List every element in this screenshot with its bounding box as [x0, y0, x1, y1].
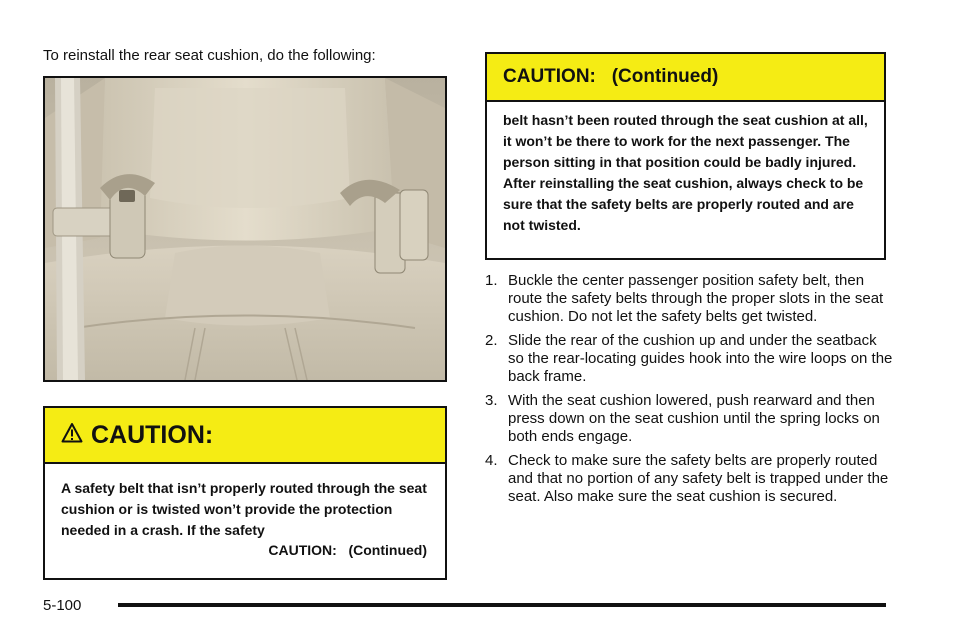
step-text: With the seat cushion lowered, push rearward and then press down on the seat cushion until the spring locks on both ends engage.: [508, 392, 880, 445]
list-item: [485, 452, 895, 506]
list-item: [485, 332, 895, 386]
step-number: 3.: [485, 392, 498, 409]
caution-continued-title: CAUTION: (Continued): [503, 66, 719, 87]
list-item: [485, 392, 895, 446]
step-number: 4.: [485, 452, 498, 469]
caution-header: [45, 408, 445, 464]
caution-box: [43, 406, 447, 580]
warning-triangle-icon: [61, 422, 83, 449]
page-number: 5-100: [43, 597, 82, 614]
caution-title: CAUTION:: [91, 420, 214, 449]
caution-continued-text: belt hasn’t been routed through the seat cushion at all, it won’t be there to work for the next passenger. The person sitting in that position could be badly injured. After reinstalling the seat cushion, always check to be sure that the safety belts are properly routed and are not twisted.: [503, 112, 868, 233]
intro-text: To reinstall the rear seat cushion, do the following:: [43, 47, 376, 64]
step-text: Check to make sure the safety belts are properly routed and that no portion of any safety belt is trapped under the seat. Also make sure the seat cushion is secured.: [508, 452, 889, 505]
steps-list: [485, 272, 895, 512]
footer-divider: [118, 603, 886, 607]
step-text: Slide the rear of the cushion up and under the seatback so the rear-locating guides hook into the wire loops on the back frame.: [508, 332, 893, 385]
caution-text: A safety belt that isn’t properly routed through the seat cushion or is twisted won’t provide the protection needed in a crash. If the safety: [61, 480, 427, 538]
caution-header: [487, 54, 884, 102]
step-number: 1.: [485, 272, 498, 289]
caution-continued-box: [485, 52, 886, 260]
list-item: [485, 272, 895, 326]
step-text: Buckle the center passenger position safety belt, then route the safety belts through the proper slots in the seat cushion. Do not let the safety belts get twisted.: [508, 272, 884, 325]
caution-continued-label: CAUTION: (Continued): [268, 542, 427, 558]
step-number: 2.: [485, 332, 498, 349]
seat-photo: [43, 76, 447, 382]
